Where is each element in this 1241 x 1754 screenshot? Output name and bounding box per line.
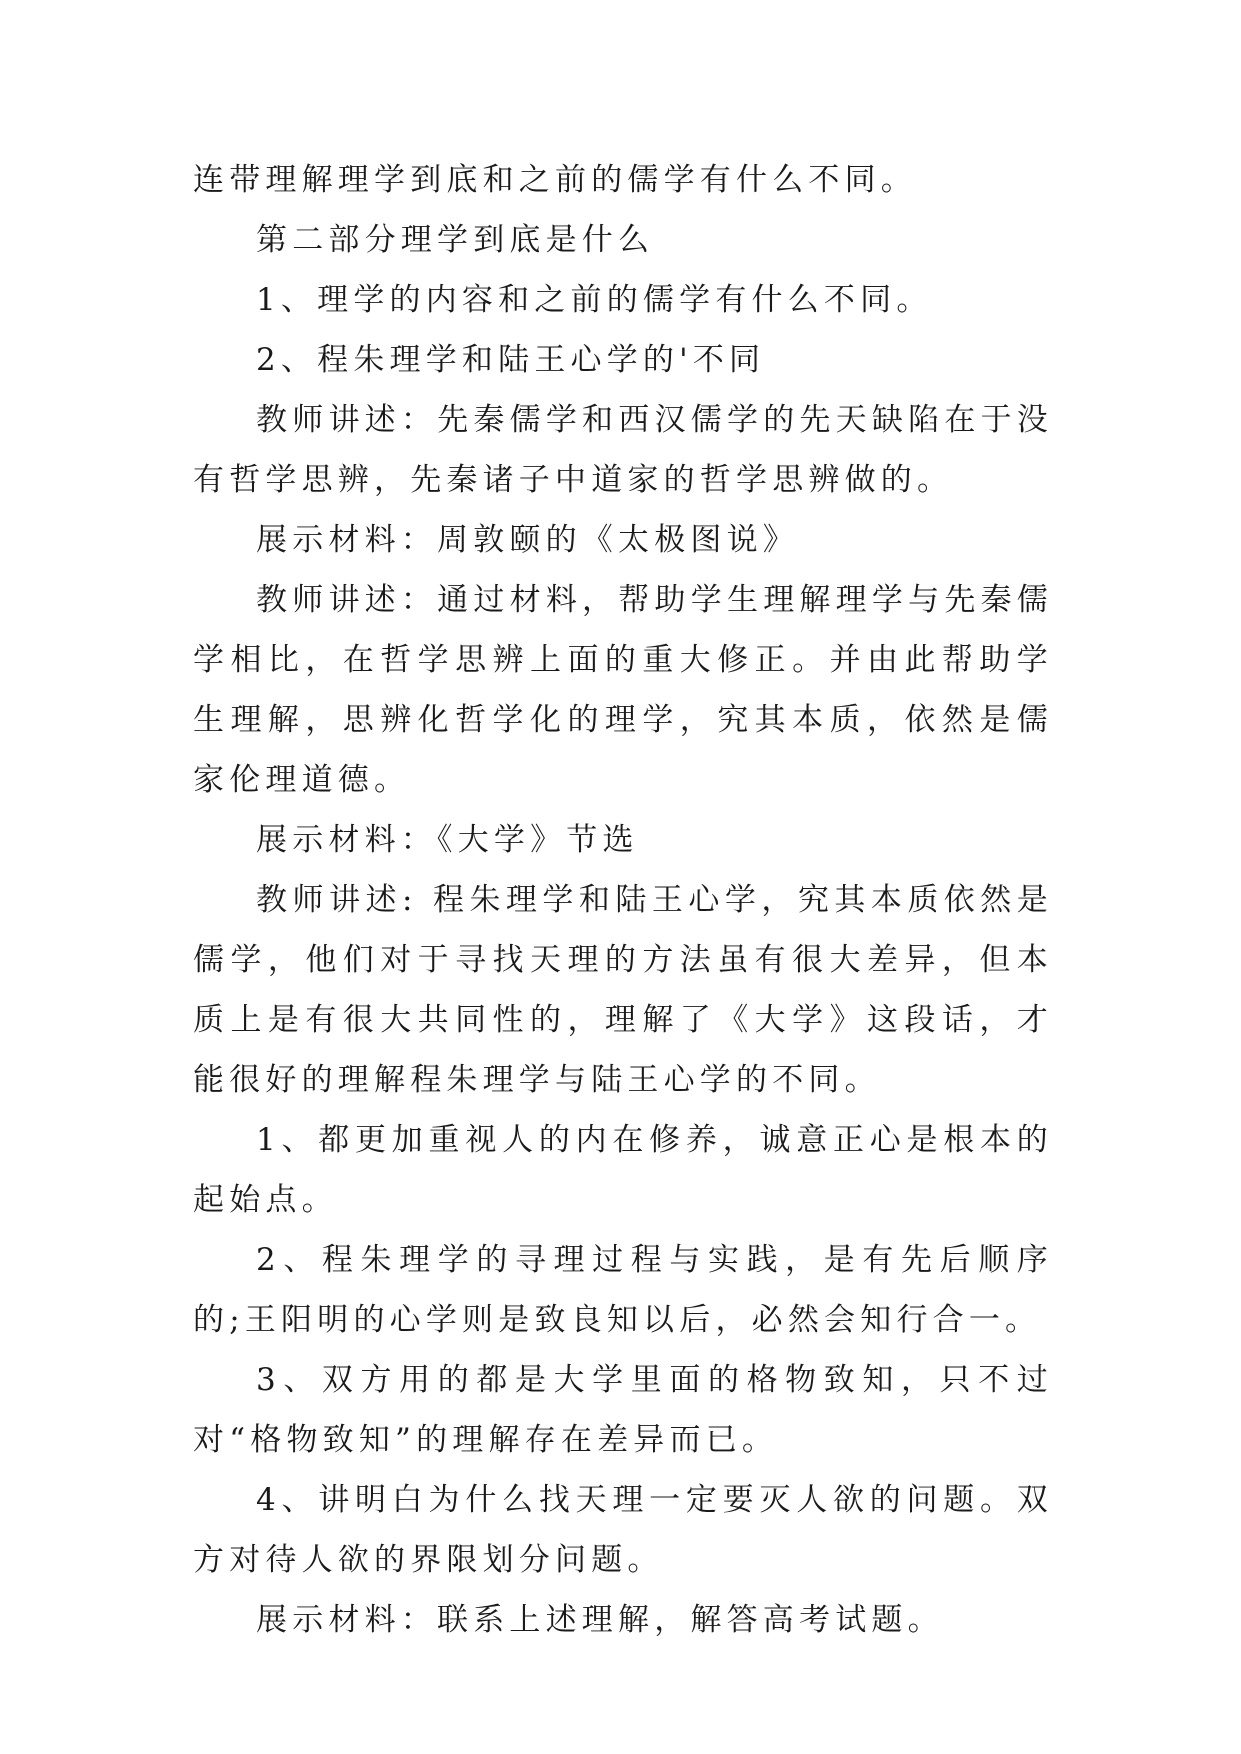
list-item: 3、双方用的都是大学里面的格物致知，只不过对“格物致知”的理解存在差异而已。 <box>193 1362 1053 1458</box>
list-item: 1、都更加重视人的内在修养，诚意正心是根本的起始点。 <box>193 1122 1053 1218</box>
paragraph: 展示材料：《大学》节选 <box>256 822 639 858</box>
paragraph: 教师讲述：先秦儒学和西汉儒学的先天缺陷在于没有哲学思辨，先秦诸子中道家的哲学思辨做的。 <box>193 402 1053 498</box>
paragraph: 教师讲述: 程朱理学和陆王心学，究其本质依然是儒学，他们对于寻找天理的方法虽有很大差异，但本质上是有很大共同性的，理解了《大学》这段话，才能很好的理解程朱理学与陆王心学的不同。 <box>193 882 1053 1098</box>
paragraph: 连带理解理学到底和之前的儒学有什么不同。 <box>193 162 917 198</box>
paragraph: 教师讲述：通过材料，帮助学生理解理学与先秦儒学相比，在哲学思辨上面的重大修正。并由此帮助学生理解，思辨化哲学化的理学，究其本质，依然是儒家伦理道德。 <box>193 582 1053 798</box>
paragraph: 展示材料：周敦颐的《太极图说》 <box>256 522 799 558</box>
list-item: 2、程朱理学的寻理过程与实践，是有先后顺序的;王阳明的心学则是致良知以后，必然会知行合一。 <box>193 1242 1053 1338</box>
list-item: 2、程朱理学和陆王心学的'不同 <box>256 342 766 378</box>
list-item: 4、讲明白为什么找天理一定要灭人欲的问题。双方对待人欲的界限划分问题。 <box>193 1482 1053 1578</box>
section-heading: 第二部分理学到底是什么 <box>256 222 655 258</box>
document-page <box>193 150 1053 1650</box>
list-item: 1、理学的内容和之前的儒学有什么不同。 <box>256 282 933 318</box>
paragraph: 展示材料：联系上述理解，解答高考试题。 <box>256 1602 944 1638</box>
